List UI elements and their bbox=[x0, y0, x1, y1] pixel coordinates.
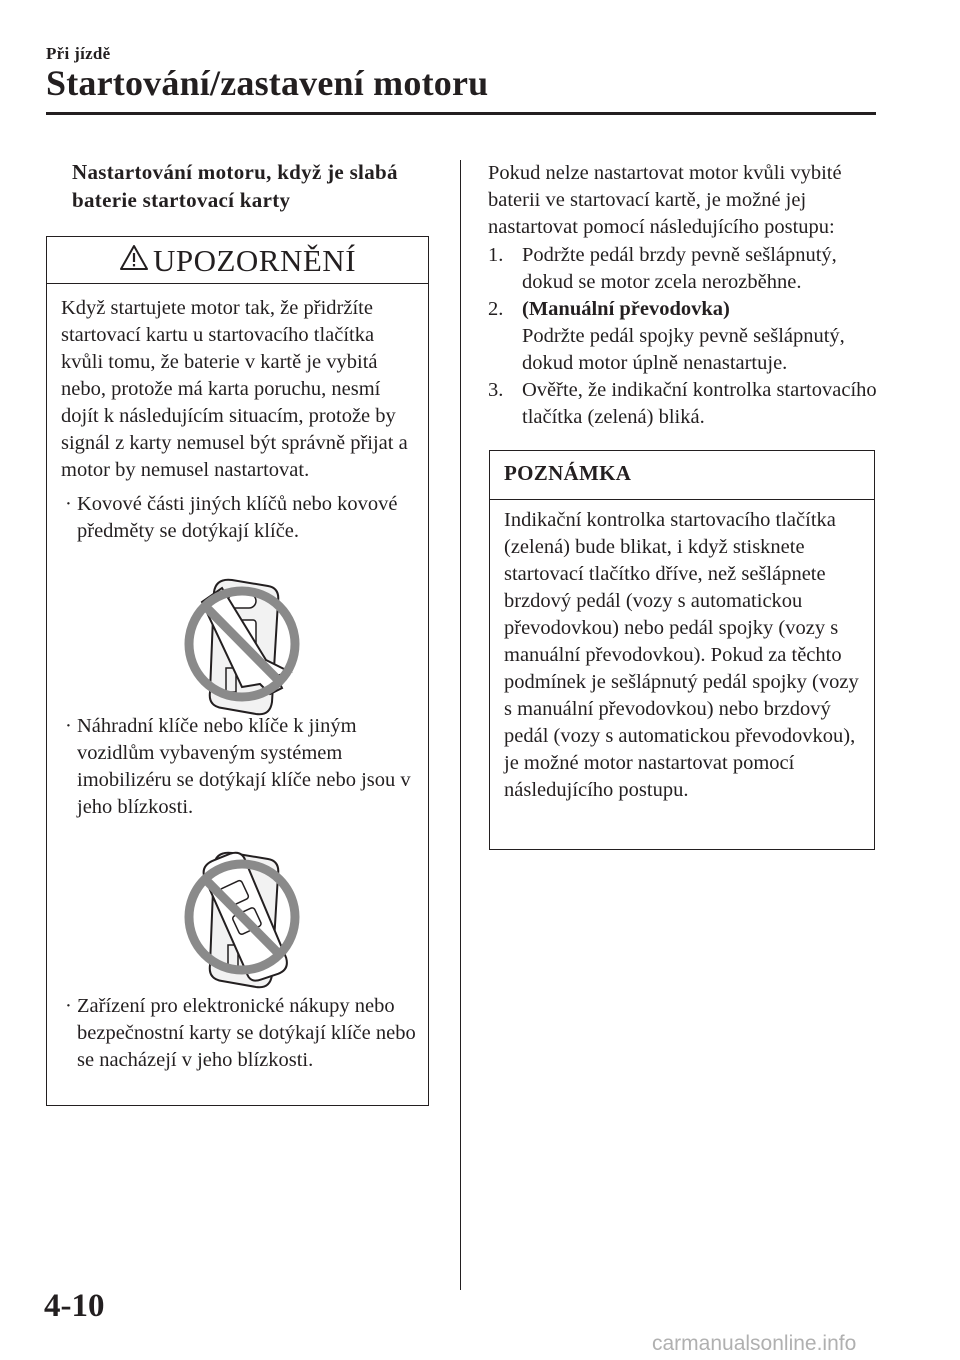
watermark: carmanualsonline.info bbox=[652, 1332, 857, 1355]
page-title: Startování/zastavení motoru bbox=[46, 63, 489, 103]
warning-header bbox=[47, 237, 428, 283]
bullet-mark: · bbox=[65, 995, 72, 1017]
bullet-text: Kovové části jiných klíčů nebo kovové předměty se dotýkají klíče. bbox=[77, 493, 398, 542]
key-with-metal-object-prohibited-illustration bbox=[182, 572, 302, 727]
list-item bbox=[65, 993, 417, 1074]
column-divider bbox=[460, 160, 461, 1290]
note-box bbox=[489, 450, 875, 850]
warning-triangle-icon bbox=[119, 244, 149, 276]
list-item bbox=[65, 491, 417, 545]
step-text: Podržte pedál spojky pevně sešlápnutý, dokud motor úplně nenastartuje. bbox=[522, 325, 845, 374]
warning-intro: Když startujete motor tak, že přidržíte startovací kartu u startovacího tlačítka kvůli tomu, že baterie v kartě je vybitá nebo, protože má karta poruchu, nesmí dojít k následujícím situacím, protože by signál z karty nemusel být správně přijat a motor by nemusel nastartovat. bbox=[61, 297, 408, 481]
step-text: Ověřte, že indikační kontrolka startovacího tlačítka (zelená) bliká. bbox=[522, 379, 877, 428]
bullet-text: Náhradní klíče nebo klíče k jiným vozidlům vybaveným systémem imobilizéru se dotýkají klíče nebo jsou v jeho blízkosti. bbox=[77, 715, 411, 818]
section-label: Při jízdě bbox=[46, 44, 111, 63]
bullet-text: Zařízení pro elektronické nákupy nebo bezpečnostní karty se dotýkají klíče nebo se nacházejí v jeho blízkosti. bbox=[77, 995, 416, 1071]
step-number: 1. bbox=[488, 244, 504, 266]
note-title: POZNÁMKA bbox=[504, 461, 632, 485]
warning-title: UPOZORNĚNÍ bbox=[152, 242, 357, 278]
step-number: 2. bbox=[488, 298, 504, 320]
bullet-mark: · bbox=[65, 715, 72, 737]
bullet-mark: · bbox=[65, 493, 72, 515]
step-label: (Manuální převodovka) bbox=[522, 298, 730, 320]
list-item bbox=[65, 713, 417, 821]
heading-rule bbox=[46, 112, 876, 115]
note-separator bbox=[490, 499, 874, 500]
subheading: Nastartování motoru, když je slabá baterie startovací karty bbox=[72, 160, 398, 212]
key-with-other-key-prohibited-illustration bbox=[182, 845, 302, 1000]
warning-box bbox=[46, 236, 429, 1106]
step-text: Podržte pedál brzdy pevně sešlápnutý, dokud se motor zcela nerozběhne. bbox=[522, 244, 837, 293]
step-number: 3. bbox=[488, 379, 504, 401]
step-content bbox=[522, 296, 878, 377]
page-number: 4-10 bbox=[44, 1288, 105, 1324]
note-text: Indikační kontrolka startovacího tlačítka (zelená) bude blikat, i když stisknete startovací tlačítko dříve, než sešlápnete brzdový pedál (vozy s automatickou převodovkou) nebo pedál spojky (vozy s manuální převodovkou). Pokud za těchto podmínek je sešlápnutý pedál spojky (vozy s manuální převodovkou) nebo brzdový pedál (vozy s automatickou převodovkou), je možné motor nastartovat pomocí následujícího postupu. bbox=[504, 509, 859, 801]
intro-paragraph: Pokud nelze nastartovat motor kvůli vybité baterii ve startovací kartě, je možné jej nastartovat pomocí následujícího postupu: bbox=[488, 162, 842, 238]
warning-separator bbox=[47, 283, 428, 284]
